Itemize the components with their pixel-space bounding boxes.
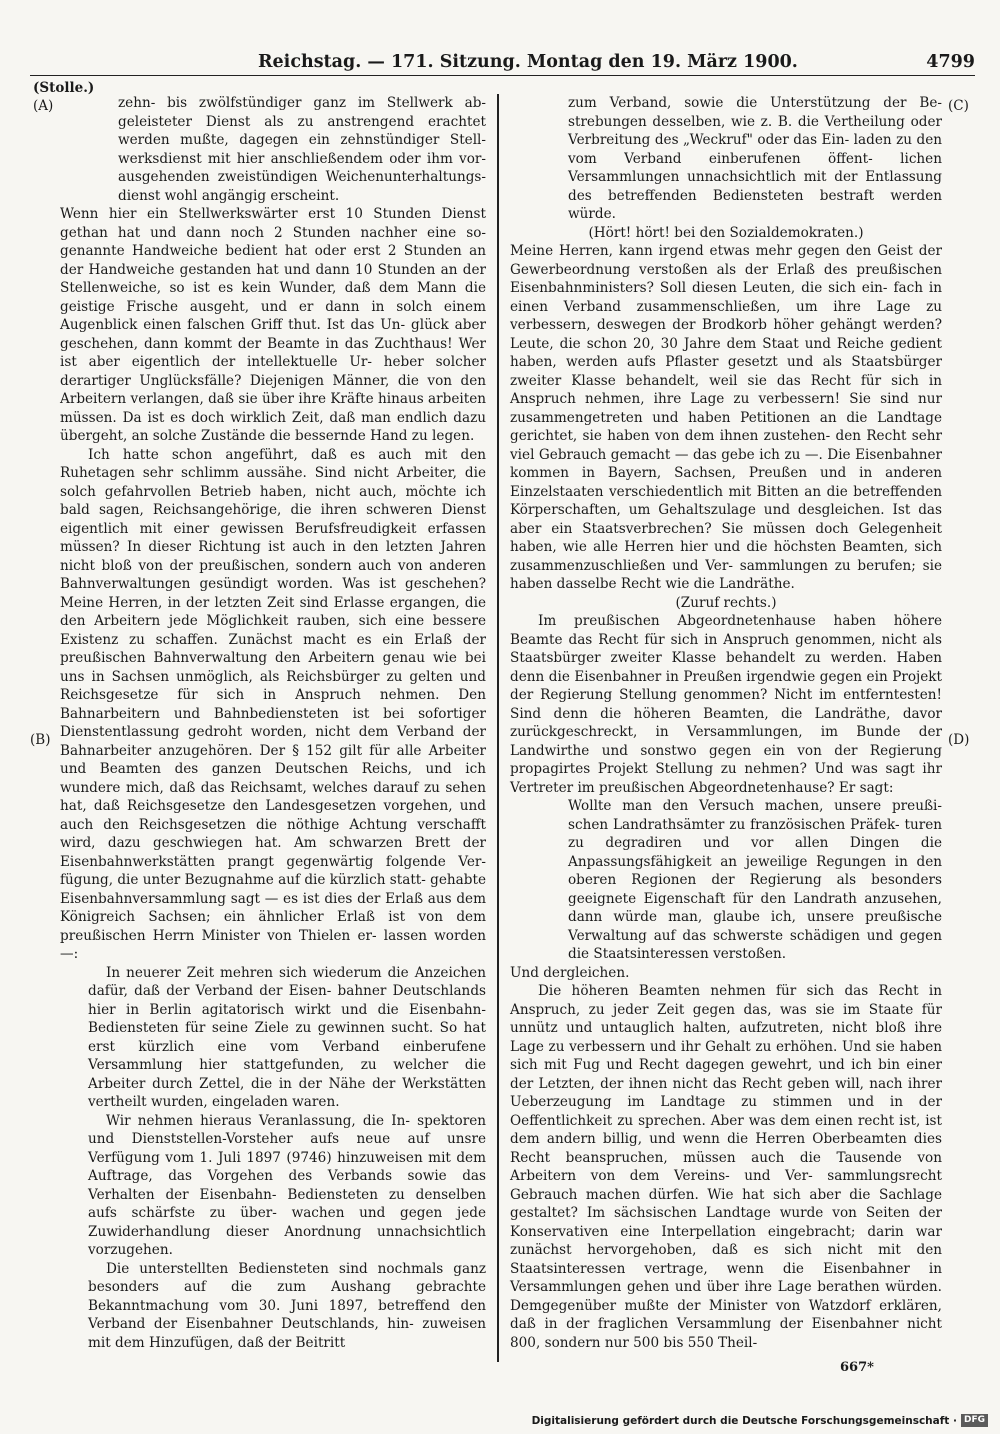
left-column (60, 94, 486, 1352)
dfg-logo: DFG (961, 1414, 988, 1427)
quote-paragraph: Die unterstellten Bediensteten sind nochmals ganz besonders auf die zum Aushang gebrachte Bekanntmachung vom 30. Juni 1897, betreffend den Verband der Eisenbahner Deutschlands, hin- zuweisen mit dem Hinzufügen, daß der Beitritt (88, 1260, 486, 1351)
paragraph: Und dergleichen. (510, 964, 630, 981)
digitization-credit (532, 1414, 988, 1427)
quote-paragraph: Wir nehmen hieraus Veranlassung, die In- spektoren und Dienststellen-Vorsteher aufs neue auf unsre Verfügung vom 1. Juli 1897 (9746) hinzuweisen mit dem Auftrage, das Vorgehen des Verbands sowie das Verhalten der Eisenbahn- Bediensteten zu denselben aufs schärfste zu über- wachen und gegen jede Zuwiderhandlung dieser Anordnung unnachsichtlich vorzugehen. (88, 1112, 486, 1258)
right-column (510, 94, 942, 1352)
paragraph: Die höheren Beamten nehmen für sich das Recht in Anspruch, zu jeder Zeit gegen das, was sie im Staate für unnütz und untauglich halten, aufzutreten, nicht bloß ihre Lage zu verbessern und ihr Gehalt zu erhöhen. Und sie haben sich mit Fug und Recht dagegen gewehrt, und ich bin einer der Letzten, der ihnen nicht das Recht geben will, nach ihrer Ueberzeugung im Landtage zu stimmen und in der Oeffentlichkeit zu sprechen. Aber was dem einen recht ist, ist dem andern billig, und wenn die Herren Oberbeamten dies Recht beanspruchen, müssen auch die Tausende von Arbeitern von dem Vereins- und Ver- sammlungsrecht Gebrauch machen dürfen. Wie hat sich aber die Sachlage gestaltet? Im sächsischen Landtage wurde von Seiten der Konservativen eine Interpellation eingebracht; darin war zunächst hervorgehoben, daß es sich nicht mit den Staatsinteressen vertrage, wenn die Eisenbahner in Versammlungen gehen und über ihre Lage berathen würden. Demgegenüber mußte der Minister von Watzdorf erklären, daß in der fraglichen Versammlung der Eisenbahner nicht 800, sondern nur 500 bis 550 Theil- (510, 983, 942, 1351)
speaker-name: (Stolle.) (33, 80, 95, 96)
interjection: (Hört! hört! bei den Sozialdemokraten.) (588, 224, 864, 241)
signature-mark: 667* (840, 1360, 874, 1375)
paragraph: Im preußischen Abgeordnetenhause haben höhere Beamte das Recht für sich in Anspruch genommen, nicht als Staatsbürger zweiter Klasse behandelt zu werden. Haben denn die Eisenbahner in Preußen irgendwie gegen ein Projekt der Regierung Stellung genommen? Nicht im entferntesten! Sind denn die höheren Beamten, die Landräthe, davor zurückgeschreckt, in Versammlungen, im Bunde der Landwirthe und sonstwo gegen ein von der Regierung propagirtes Projekt Stellung zu nehmen? Und was sagt ihr Vertreter im preußischen Abgeordnetenhause? Er sagt: (510, 613, 942, 796)
quote-paragraph: zum Verband, sowie die Unterstützung der Be- strebungen desselben, wie z. B. die Vertheilung oder Verbreitung des „Weckruf" oder das Ein- laden zu den vom Verband einberufenen öffent- lichen Versammlungen unnachsichtlich mit der Entlassung des betreffenden Bediensteten bestraft werden würde. (568, 95, 942, 222)
margin-marker-d: (D) (948, 732, 970, 748)
credit-text: Digitalisierung gefördert durch die Deutsche Forschungsgemeinschaft · (531, 1414, 957, 1427)
page-number: 4799 (926, 52, 975, 72)
margin-marker-c: (C) (948, 98, 969, 114)
paragraph: Ich hatte schon angeführt, daß es auch mit den Ruhetagen sehr schlimm aussähe. Sind nicht Arbeiter, die solch gefahrvollen Betrieb haben, nicht auch, möchte ich bald sagen, Reichsangehörige, die ihren schweren Dienst eigentlich mit einer gewissen Berufsfreudigkeit erfassen müssen? In dieser Richtung ist auch in den letzten Jahren nicht bloß von der preußischen, sondern auch von anderen Bahnverwaltungen gesündigt worden. Was ist geschehen? Meine Herren, in der letzten Zeit sind Erlasse ergangen, die den Arbeitern jede Möglichkeit rauben, sich eine bessere Existenz zu schaffen. Zunächst macht es ein Erlaß der preußischen Bahnverwaltung den Arbeitern genau wie bei uns in Sachsen unmöglich, als Reichsbürger zu gelten und Reichsgesetze für sich in Anspruch nehmen. Den Bahnarbeitern und Bahnbediensteten ist bei sofortiger Dienstentlassung gedroht worden, nicht dem Verband der Bahnarbeiter anzugehören. Der § 152 gilt für alle Arbeiter und Beamten des ganzen Deutschen Reichs, und ich wundere mich, daß das Reichsamt, welches darauf zu sehen hat, daß Reichsgesetze den Landesgesetzen vorgehen, und auch den Reichsgesetzen die nöthige Achtung verschafft wird, dazu geschwiegen hat. Am schwarzen Brett der Eisenbahnwerkstätten prangt gegenwärtig folgende Ver- fügung, die unter Bezugnahme auf die kürzlich statt- gehabte Eisenbahnversammlung sagt — es ist dies der Erlaß aus dem Königreich Sachsen; ein ähnlicher Erlaß ist von dem preußischen Herrn Minister von Thielen er- lassen worden —: (60, 446, 486, 962)
page-header (30, 50, 975, 76)
column-divider (497, 94, 499, 1362)
margin-marker-b: (B) (30, 732, 51, 748)
paragraph: Meine Herren, kann irgend etwas mehr gegen den Geist der Gewerbeordnung verstoßen als der Erlaß des preußischen Eisenbahnministers? Soll diesen Leuten, die sich ein- fach in einen Verband zusammenschließen, um ihre Lage zu verbessern, deswegen der Brodkorb höher gehängt werden? Leute, die schon 20, 30 Jahre dem Staat und Reiche gedient haben, werden aufs Pflaster gesetzt und als Staatsbürger zweiter Klasse behandelt, weil sie das Recht für sich in Anspruch nehmen, ihre Lage zu verbessern! Sie sind nur zusammengetreten und haben Petitionen an die Landtage gerichtet, sie haben von dem ihnen zustehen- den Recht sehr viel Gebrauch gemacht — das gebe ich zu —. Die Eisenbahner kommen in Bayern, Sachsen, Preußen und in anderen Einzelstaaten verschiedentlich mit Bitten an die betreffenden Körperschaften, um Gehaltszulage und desgleichen. Ist das aber ein Staatsverbrechen? Sie müssen doch Gelegenheit haben, wie alle Herren hier und die höchsten Beamten, sich zusammenzuschließen und Ver- sammlungen zu berufen; sie haben dasselbe Recht wie die Landräthe. (510, 243, 942, 592)
page-title: Reichstag. — 171. Sitzung. Montag den 19. März 1900. (258, 52, 798, 72)
margin-marker-a: (A) (33, 98, 54, 114)
quote-paragraph: Wollte man den Versuch machen, unsere preußi- schen Landrathsämter zu französischen Präfek- turen zu degradiren und vor allen Dingen die Anpassungsfähigkeit an jeweilige Regungen in den oberen Regionen der Regierung als besonders geeignete Eigenschaft für den Landrath anzusehen, dann würde man, glaube ich, unsere preußische Verwaltung auf das schwerste schädigen und gegen die Staatsinteressen verstoßen. (568, 798, 942, 962)
paragraph: Wenn hier ein Stellwerkswärter erst 10 Stunden Dienst gethan hat und dann noch 2 Stunden nachher eine so- genannte Handweiche bedient hat oder erst 2 Stunden an der Handweiche gestanden hat und dann 10 Stunden an der Stellenweiche, so ist es kein Wunder, daß dem Mann die geistige Frische ausgeht, und er dann in solch einem Augenblick einen falschen Griff thut. Ist das Un- glück aber geschehen, dann kommt der Beamte in das Zuchthaus! Wer ist aber eigentlich der intellektuelle Ur- heber solcher derartiger Unglücksfälle? Diejenigen Männer, die von den Arbeitern verlangen, daß sie über ihre Kräfte hinaus arbeiten müssen. Da ist es doch wirklich Zeit, daß man endlich dazu übergeht, an solche Zustände die bessernde Hand zu legen. (60, 206, 486, 444)
paragraph: zehn- bis zwölfstündiger ganz im Stellwerk ab- geleisteter Dienst als zu anstrengend erachtet werden mußte, dagegen ein zehnstündiger Stell- werksdienst mit hier anschließendem oder ihm vor- ausgehenden zweistündigen Weichenunterhaltungs- dienst wohl angängig erscheint. (118, 95, 486, 204)
quote-paragraph: In neuerer Zeit mehren sich wiederum die Anzeichen dafür, daß der Verband der Eisen- bahner Deutschlands hier in Berlin agitatorisch wirkt und die Eisenbahn-Bediensteten für seine Ziele zu gewinnen sucht. So hat erst kürzlich eine vom Verband einberufene Versammlung hier stattgefunden, zu welcher die Arbeiter durch Zettel, die in der Nähe der Werkstätten vertheilt wurden, eingeladen waren. (88, 964, 486, 1110)
interjection: (Zuruf rechts.) (675, 594, 777, 611)
